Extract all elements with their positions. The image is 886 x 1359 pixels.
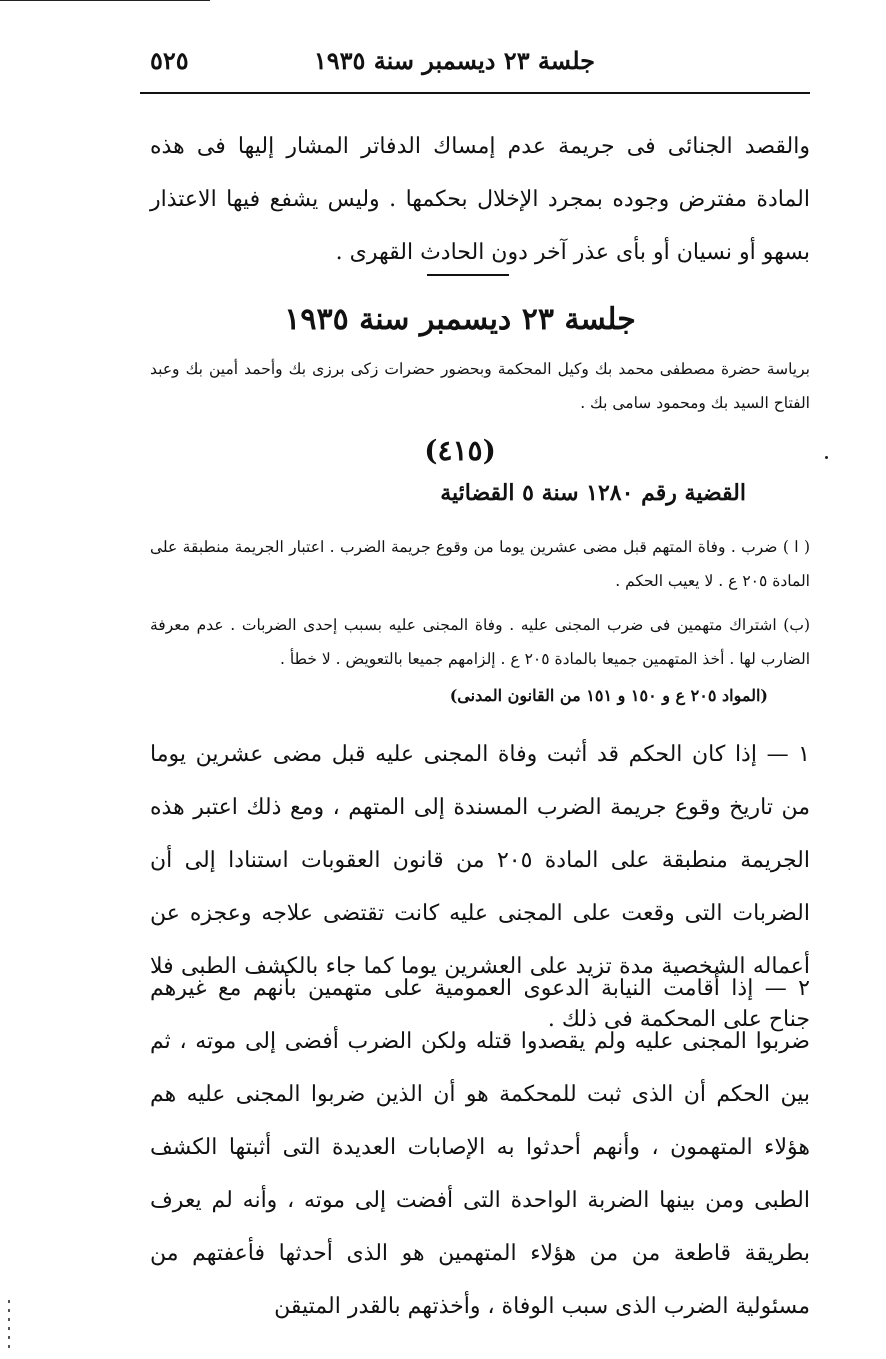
- intro-paragraph: والقصد الجنائى فى جريمة عدم إمساك الدفاتر المشار إليها فى هذه المادة مفترض وجوده بمجرد الإخلال بحكمها . وليس يشفع فيها الاعتذار بسهو أو نسيان أو بأى عذر آخر دون الحادث القهرى .: [150, 134, 810, 265]
- summary-item-a: ( ا ) ضرب . وفاة المتهم قبل مضى عشرين يوما من وقوع جريمة الضرب . اعتبار الجريمة منطبقة على المادة ٢٠٥ ع . لا يعيب الحكم .: [150, 538, 810, 590]
- legal-rule-2: ٢ — إذا أقامت النيابة الدعوى العمومية على متهمين بأنهم مع غيرهم ضربوا المجنى عليه ولم يقصدوا قتله ولكن الضرب أفضى إلى موته ، ثم بين الحكم أن الذى ثبت للمحكمة هو أن الذين ضربوا المجنى عليه هم هؤلاء المتهمون ، وأنهم أحدثوا به الإصابات العديدة التى أثبتها الكشف الطبى ومن بينها الضربة الواحدة التى أفضت إلى موته ، وأنه لم يعرف بطريقة قاطعة من من هؤلاء المتهمين هو الذى أحدثها فأعفتهم من مسئولية الضرب الذى سبب الوفاة ، وأخذتهم بالقدر المتيقن: [150, 976, 810, 1319]
- case-number: (٤١٥): [424, 434, 496, 467]
- presidency-note: برياسة حضرة مصطفى محمد بك وكيل المحكمة وبحضور حضرات زكى برزى بك وأحمد أمين بك وعبد الفتاح السيد بك ومحمود سامى بك .: [150, 360, 810, 412]
- top-edge-rule: [0, 0, 210, 1]
- header-rule: [140, 92, 810, 94]
- session-heading: جلسة ٢٣ ديسمبر سنة ١٩٣٥: [284, 302, 636, 337]
- stray-mark: [825, 456, 828, 459]
- margin-dots: [8, 1300, 10, 1350]
- articles-reference: (المواد ٢٠٥ ع و ١٥٠ و ١٥١ من القانون المدنى): [449, 686, 768, 705]
- header-session-title: جلسة ٢٣ ديسمبر سنة ١٩٣٥: [313, 46, 595, 75]
- section-separator: [427, 274, 509, 276]
- page-number: ٥٢٥: [150, 46, 189, 75]
- summary-item-b: (ب) اشتراك متهمين فى ضرب المجنى عليه . وفاة المجنى عليه بسبب إحدى الضربات . عدم معرفة الضارب لها . أخذ المتهمين جميعا بالمادة ٢٠٥ ع . إلزامهم جميعا بالتعويض . لا خطأ .: [150, 616, 810, 668]
- running-header: [140, 46, 810, 86]
- case-reference: القضية رقم ١٢٨٠ سنة ٥ القضائية: [440, 480, 746, 506]
- legal-rule-1: ١ — إذا كان الحكم قد أثبت وفاة المجنى عليه قبل مضى عشرين يوما من تاريخ وقوع جريمة الضرب المسندة إلى المتهم ، ومع ذلك اعتبر هذه الجريمة منطبقة على المادة ٢٠٥ من قانون العقوبات استنادا إلى أن الضربات التى وقعت على المجنى عليه كانت تقتضى علاجه وعجزه عن أعماله الشخصية مدة تزيد على العشرين يوما كما جاء بالكشف الطبى فلا جناح على المحكمة فى ذلك .: [150, 742, 811, 1032]
